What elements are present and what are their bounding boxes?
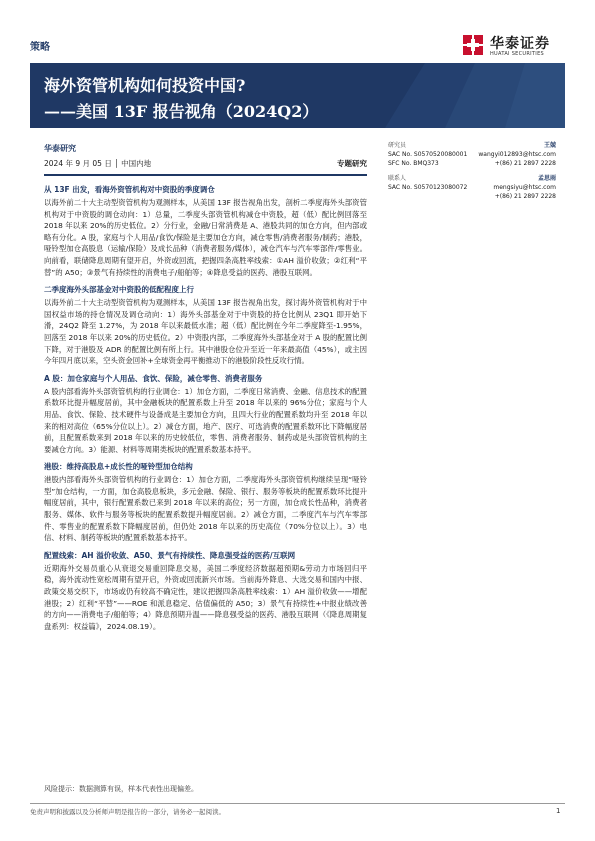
sfc-number: SFC No. BMQ373 [388,160,439,167]
report-type-label: 专题研究 [337,159,367,168]
risk-warning: 风险提示：数据测算有误，样本代表性出现偏差。 [44,785,198,793]
sac-number: SAC No. S0570123080072 [388,184,468,191]
sac-number: SAC No. S0570520080001 [388,151,468,158]
analyst-role: 研究员 [388,142,407,149]
logo-english-name: HUATAI SECURITIES [490,51,544,57]
section-heading: 从 13F 出发，看海外资管机构对中资股的季度调仓 [44,185,215,194]
section-heading: A 股：加仓家庭与个人用品、食饮、保险，减仓零售、消费者服务 [44,373,263,383]
section [44,184,367,278]
section [44,461,367,544]
report-date: 2024 年 9 月 05 日 │ 中国内地 [44,159,152,168]
header-divider [44,174,367,176]
analyst-panel [388,141,556,207]
section-paragraph: 港股内部看海外头部资管机构的行业调仓：1）加仓方面，二季度海外头部资管机构继续呈现“哑铃型”加仓结构，一方面，加仓高股息板块，多元金融、保险、银行、服务等板块的配置系数环比提升幅度居前，其中，银行配置系数已来到 2018 年以来的高位；另一方面，加仓成长性品种，消费者服务、媒体、软件与服务等板块的配置系数提升幅度居前。2）减仓方面，二季度汽车与汽车零部件、零售业的配置系数下降幅度居前，但仍处 2018 年以来的历史高位（70%分位以上）。3）电信、材料、制药等板块的配置系数基本持平。 [44,475,367,543]
analyst-name: 王兢 [543,142,556,149]
section [44,373,367,456]
section [44,550,367,633]
banner-decoration-graphic [365,63,565,128]
section-heading: 配置线索：AH 溢价收敛、A50、景气有持续性、降息强受益的医药/互联网 [44,550,296,560]
analyst-card [388,174,556,201]
section-paragraph: A 股内部看海外头部资管机构的行业调仓：1）加仓方面，二季度日常消费、金融、信息技术的配置系数环比提升幅度居前，其中金融板块的配置系数上升至 2018 年以来的 96%分位；家庭与个人用品、食饮、保险、技术硬件与设备成是主要加仓方向，且四大行业的配置系数均升至 2018 年以来的相对高位（65%分位以上）。2）减仓方面，地产、医疗、可选消费的配置系数环比下降幅度居前，且配置系数来到 2018 年以来的历史较低位，零售、消费者服务、制药或是头部资管机构的主要减仓方向。3）能源、材料等周期类板块的配置系数基本持平。 [44,386,367,454]
analyst-phone: +(86) 21 2897 2228 [494,160,556,167]
report-subtitle: ——美国 13F 报告视角（2024Q2） [44,102,319,121]
footer-divider [30,803,565,804]
brand-logo [462,33,572,59]
huatai-logo-icon [462,34,484,56]
analyst-email[interactable]: mengsiyu@htsc.com [493,184,556,191]
analyst-name: 孟思雨 [537,175,556,182]
report-category-tag: 策略 [30,42,50,53]
report-title: 海外资管机构如何投资中国? [44,76,246,95]
section [44,284,367,367]
analyst-card [388,141,556,168]
research-label: 华泰研究 [44,144,76,153]
analyst-phone: +(86) 21 2897 2228 [494,193,556,200]
section-paragraph: 以海外前二十大主动型资管机构为观测样本，从美国 13F 报告视角出发，探讨海外资管机构对于中国权益市场的持仓情况及调仓动向：1）海外头部基金对于中资股的持仓比例从 23Q1 即开始下滑，24Q2 降至 1.27%，为 2018 年以来最低水准；超（低）配比例在今年二季度降至-1.95%，回落至 2018 年以来 20%的历史低位。2）中资股内部，二季度海外头部基金对于 A 股的配置比例下降，对于港股及 ADR 的配置比例有所上行。其中港股仓位升至近一年来最高值（45%），或主因今年四月底以来，空头资金回补+全球资金再平衡推动下的港股阶段性反攻行情。 [44,298,367,366]
section-paragraph: 近期海外交易员重心从衰退交易重回降息交易，美国二季度经济数据超预期&劳动力市场回归平稳，海外流动性宽松周期有望开启，外资或回流新兴市场。当前海外降息、大选交易和国内中报、政策交易交织下，市场或仍有较高不确定性，建议把握四条高胜率线索：1）AH 溢价收敛——增配港股；2）红利“平替”——ROE 和派息稳定、估值偏低的 A50；3）景气有持续性+中报业绩改善的方向——消费电子/船舶等；4）降息预期升温——降息强受益的医药、港股互联网（《降息周期复盘系列：权益篇》，2024.08.19）。 [44,563,367,631]
section-paragraph: 以海外前二十大主动型资管机构为观测样本，从美国 13F 报告视角出发，剖析二季度海外头部资管机构对于中资股的调仓动向：1）总量，二季度头部资管机构减仓中资股，超（低）配比例回落至 2018 年以来 20%的历史低位。2）分行业，金融/日常消费是 A、港股共同的加仓方向，但内部或略有分化。A 股，家庭与个人用品/食饮/保险是主要加仓方向，减仓零售/消费者服务/制药；港股，哑铃型加仓高股息（运输/保险）及成长品种（消费者服务/媒体），减仓汽车与汽车零部件/零售业。向前看，联储降息周期有望开启，外资或回流，把握四条高胜率线索：①AH 溢价收敛；②红利“平替”的 A50；③景气有持续性的消费电子/船舶等；④降息受益的医药、港股互联网。 [44,198,367,277]
logo-chinese-name: 华泰证券 [490,36,550,52]
section-heading: 港股：维持高股息+成长性的哑铃型加仓结构 [44,462,193,472]
section-heading: 二季度海外头部基金对中资股的低配程度上行 [44,285,194,295]
title-banner [30,63,565,128]
analyst-email[interactable]: wangyi012893@htsc.com [478,151,556,158]
report-body [44,184,367,638]
page-number: 1 [556,807,561,815]
analyst-role: 联系人 [388,175,407,182]
date-line [44,158,367,170]
disclaimer-note: 免责声明和披露以及分析师声明是报告的一部分，请务必一起阅读。 [30,808,225,816]
